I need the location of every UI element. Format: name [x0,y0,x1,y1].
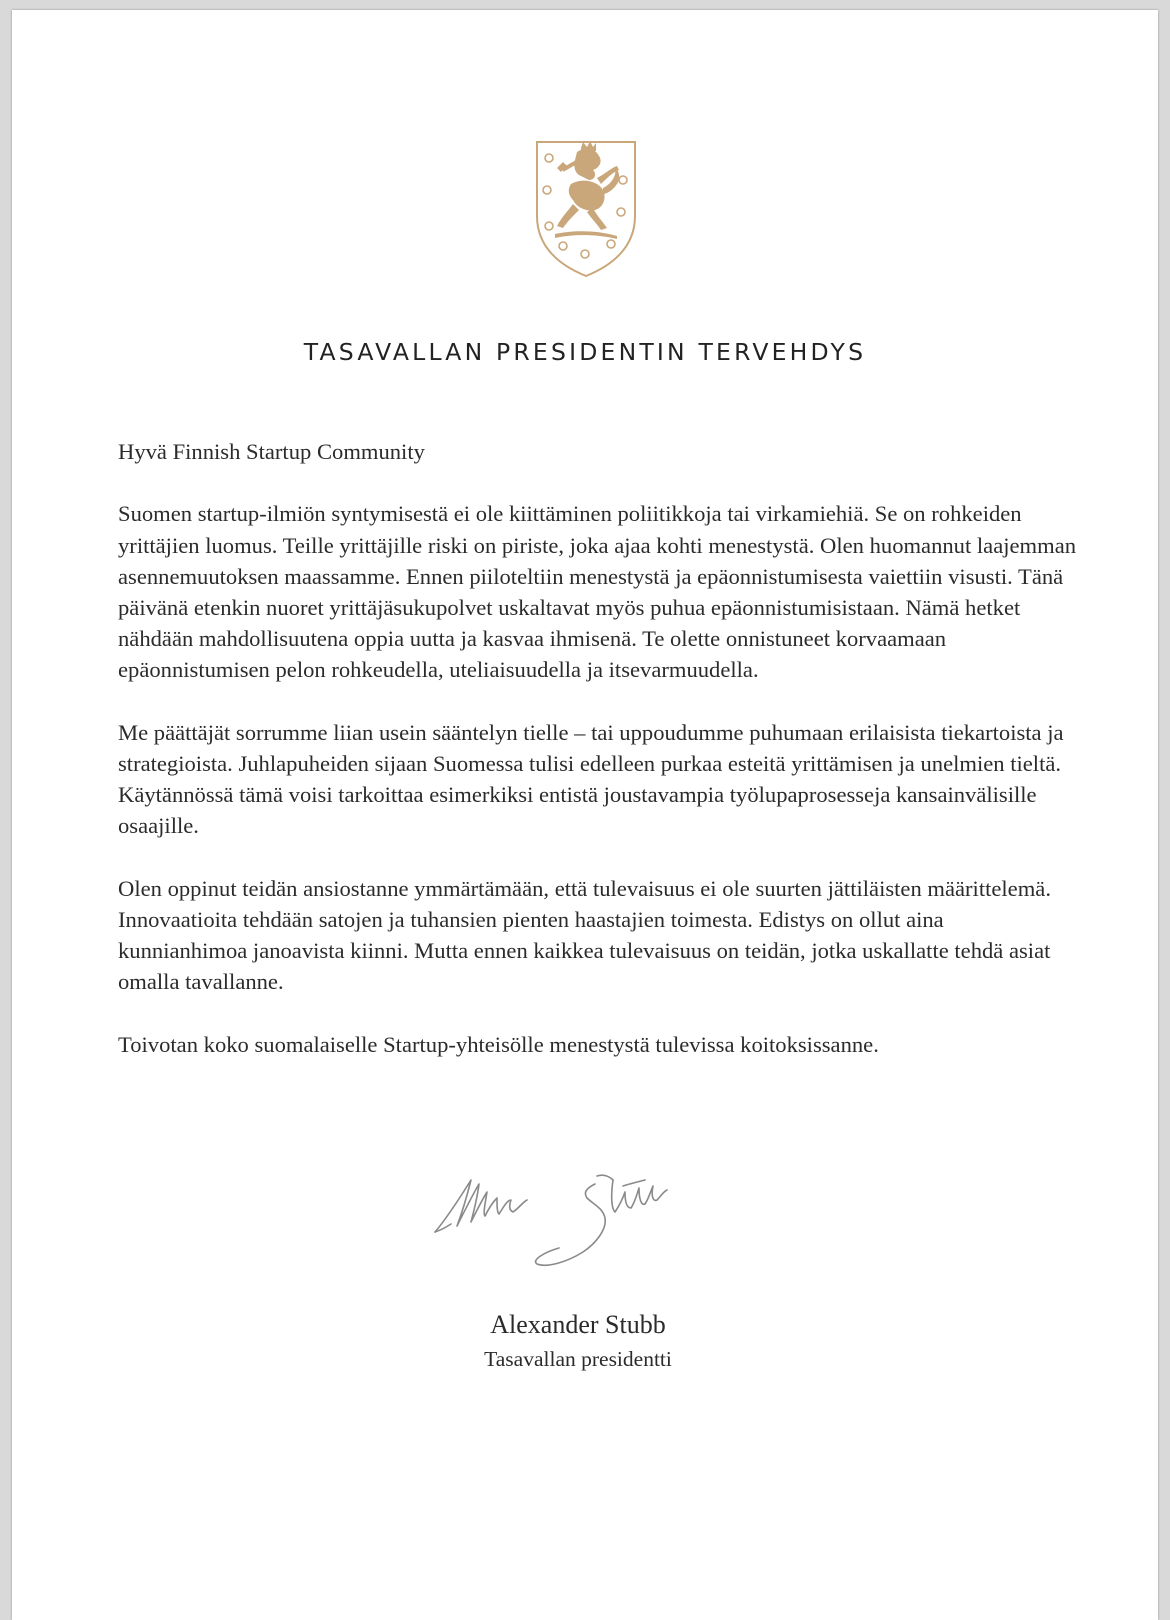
paragraph-4: Toivotan koko suomalaiselle Startup-yhteisölle menestystä tulevissa koitoksissanne. [118,1031,879,1057]
letter-body [118,436,1078,1091]
signer-role: Tasavallan presidentti [484,1347,672,1371]
paragraph-1: Suomen startup-ilmiön syntymisestä ei ole kiittäminen poliitikkoja tai virkamiehiä. Se on rohkeiden yrittäjien luomus. Teille yrittäjille riski on piriste, joka ajaa kohti menestystä. Olen huomannut laajemman asennemuutoksen maassamme. Ennen piiloteltiin menestystä ja epäonnistumisesta vaiettiin visusti. Tänä päivänä etenkin nuoret yrittäjäsukupolvet uskaltavat myös puhua epäonnistumisistaan. Nämä hetket nähdään mahdollisuutena oppia uutta ja kasvaa ihmisenä. Te olette onnistuneet korvaamaan epäonnistumisen pelon rohkeudella, uteliaisuudella ja itsevarmuudella. [118,501,1077,683]
paragraph-3: Olen oppinut teidän ansiostanne ymmärtämään, että tulevaisuus ei ole suurten jättiläisten määrittelemä. Innovaatioita tehdään satojen ja tuhansien pienten haastajien toimesta. Edistys on ollut aina kunnianhimoa janoavista kiinni. Mutta ennen kaikkea tulevaisuus on teidän, jotka uskallatte tehdä asiat omalla tavallanne. [118,875,1051,995]
greeting: Hyvä Finnish Startup Community [118,439,425,464]
coat-of-arms-icon [533,138,639,278]
letter-title: TASAVALLAN PRESIDENTIN TERVEHDYS [303,338,867,366]
letter-page [12,10,1158,1620]
paragraph-2: Me päättäjät sorrumme liian usein sääntelyn tielle – tai uppoudumme puhumaan erilaisista tiekartoista ja strategioista. Juhlapuheiden sijaan Suomessa tulisi edelleen purkaa esteitä yrittämisen ja unelmien tieltä. Käytännössä tämä voisi tarkoittaa esimerkiksi entistä joustavampia työlupaprosesseja kansainvälisille osaajille. [118,719,1064,839]
signer-name: Alexander Stubb [490,1310,666,1339]
handwritten-signature [427,1170,747,1290]
